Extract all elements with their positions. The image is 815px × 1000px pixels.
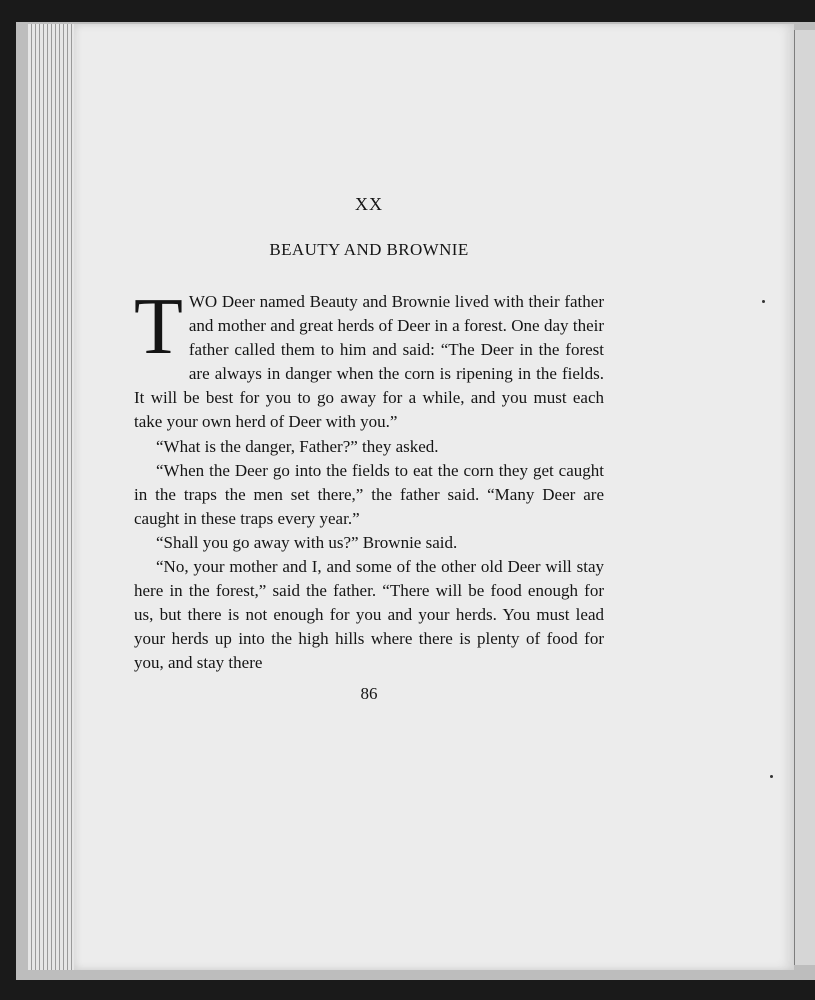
paragraph: “Shall you go away with us?” Brownie said. [156, 532, 458, 552]
page-speck [762, 300, 765, 303]
drop-cap: T [134, 283, 183, 371]
paragraph-text: WO Deer named Beauty and Brownie lived with their father and mother and great herds of Deer in a forest. One day their father called them to him and said: “The Deer in the forest are always in danger when the corn is ripening in the fields. It will be best for you to go away for a while, and you must each take your own herd of Deer with you.” [134, 292, 604, 432]
paragraph: “No, your mother and I, and some of the other old Deer will stay here in the forest,” said the father. “There will be food enough for us, but there is not enough for you and your herds. You must lead your herds up into the high hills where there is plenty of food for you, and stay there [134, 557, 604, 673]
body-text [134, 283, 604, 676]
chapter-title: BEAUTY AND BROWNIE [269, 240, 469, 259]
chapter-number: XX [355, 194, 383, 214]
text-block [134, 194, 604, 704]
page-speck [770, 775, 773, 778]
paragraph [134, 283, 604, 435]
facing-page-edge [794, 30, 815, 965]
paragraph: “What is the danger, Father?” they asked. [156, 436, 439, 456]
page-number: 86 [360, 683, 378, 703]
page-edges [28, 24, 76, 970]
paragraph: “When the Deer go into the fields to eat the corn they get caught in the traps the men set there,” the father said. “Many Deer are caught in these traps every year.” [134, 460, 604, 528]
